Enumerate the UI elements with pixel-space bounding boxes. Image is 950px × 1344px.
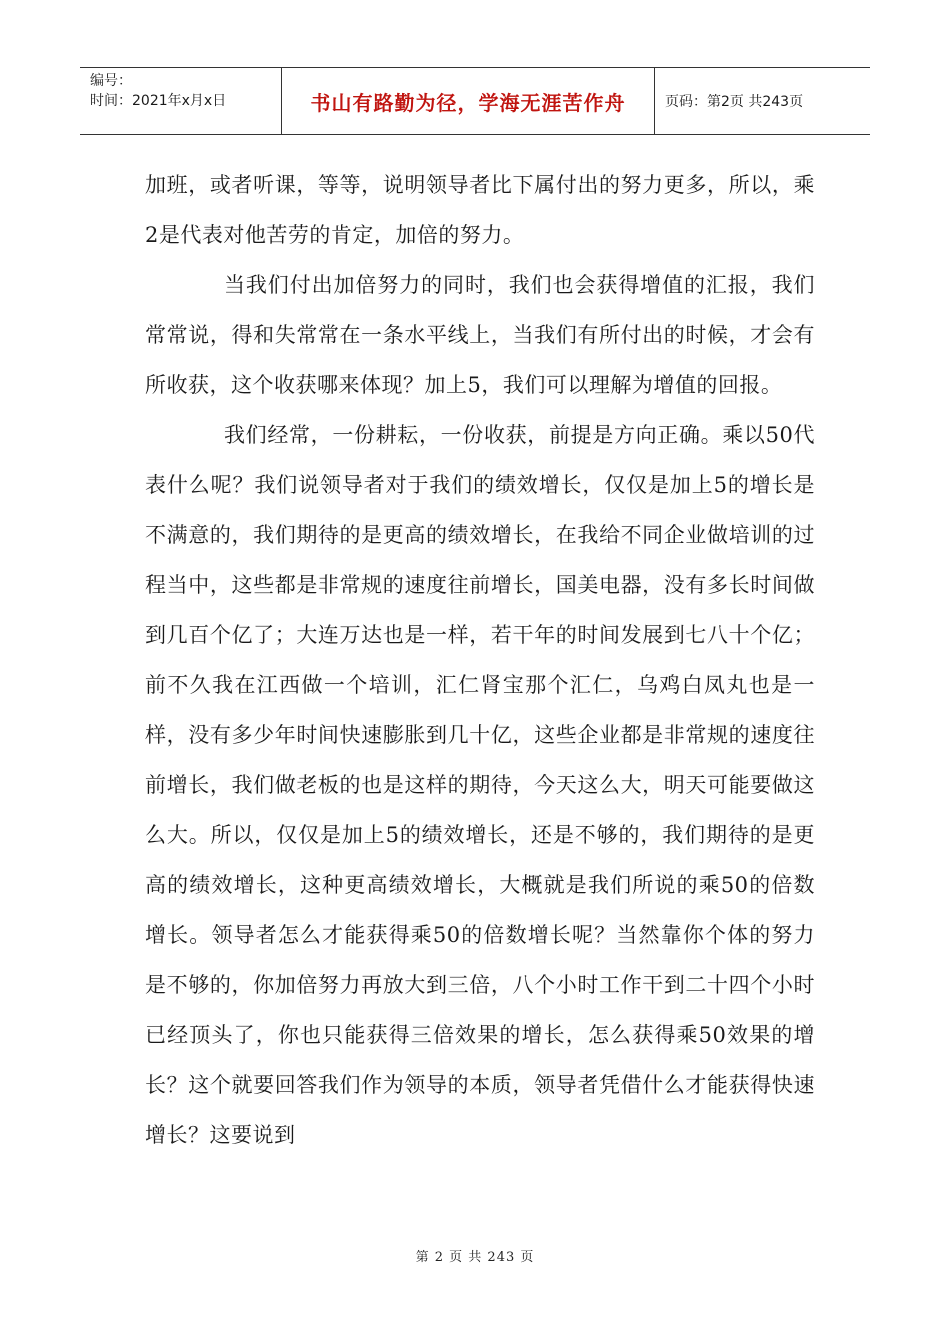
page-footer: 第 2 页 共 243 页 — [415, 1250, 535, 1265]
paragraph: 我们经常，一份耕耘，一份收获，前提是方向正确。乘以50代表什么呢？我们说领导者对于我们的绩效增长，仅仅是加上5的增长是不满意的，我们期待的是更高的绩效增长，在我给不同企业做培训的过程当中，这些都是非常规的速度往前增长，国美电器，没有多长时间做到几百个亿了；大连万达也是一样，若干年的时间发展到七八十个亿；前不久我在江西做一个培训，汇仁肾宝那个汇仁，乌鸡白凤丸也是一样，没有多少年时间快速膨胀到几十亿，这些企业都是非常规的速度往前增长，我们做老板的也是这样的期待，今天这么大，明天可能要做这么大。所以，仅仅是加上5的绩效增长，还是不够的，我们期待的是更高的绩效增长，这种更高绩效增长，大概就是我们所说的乘50的倍数增长。领导者怎么才能获得乘50的倍数增长呢？当然靠你个体的努力是不够的，你加倍努力再放大到三倍，八个小时工作干到二十四个小时已经顶头了，你也只能获得三倍效果的增长，怎么获得乘50效果的增长？这个就要回答我们作为领导的本质，领导者凭借什么才能获得快速增长？这要说到 — [145, 423, 815, 1147]
document-header — [80, 67, 870, 135]
header-meta — [80, 68, 282, 134]
document-body — [145, 160, 815, 1160]
header-page-info: 页码：第2页 共243页 — [665, 94, 804, 110]
date-label: 时间：2021年x月x日 — [90, 93, 227, 109]
paragraph: 加班，或者听课，等等，说明领导者比下属付出的努力更多，所以，乘2是代表对他苦劳的肯定，加倍的努力。 — [145, 173, 815, 247]
header-motto: 书山有路勤为径，学海无涯苦作舟 — [282, 68, 655, 134]
code-label: 编号： — [90, 73, 132, 89]
paragraph: 当我们付出加倍努力的同时，我们也会获得增值的汇报，我们常常说，得和失常常在一条水平线上，当我们有所付出的时候，才会有所收获，这个收获哪来体现？加上5，我们可以理解为增值的回报。 — [145, 273, 815, 397]
